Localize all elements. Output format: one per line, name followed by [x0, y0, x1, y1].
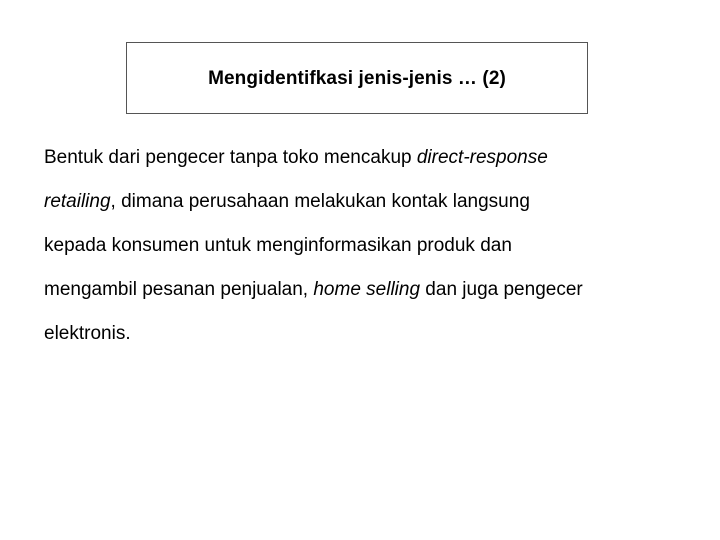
text-segment: Bentuk dari pengecer tanpa toko mencakup — [44, 147, 417, 168]
title-box — [126, 42, 588, 114]
text-segment: mengambil pesanan penjualan, — [44, 279, 314, 300]
text-segment: , dimana perusahaan melakukan kontak langsung — [110, 191, 530, 212]
text-segment: dan juga pengecer — [420, 279, 583, 300]
body-paragraph — [44, 136, 694, 356]
italic-term-direct-response: direct-response — [416, 147, 548, 168]
slide-title: Mengidentifkasi jenis-jenis … (2) — [208, 68, 506, 89]
paragraph-line-4 — [44, 268, 694, 312]
paragraph-line-5: elektronis. — [44, 323, 131, 344]
paragraph-line-2 — [44, 180, 694, 224]
paragraph-line-3: kepada konsumen untuk menginformasikan produk dan — [44, 235, 512, 256]
italic-term-retailing: retailing — [44, 191, 111, 212]
italic-term-home-selling: home selling — [313, 279, 421, 300]
paragraph-line-1 — [44, 136, 694, 180]
